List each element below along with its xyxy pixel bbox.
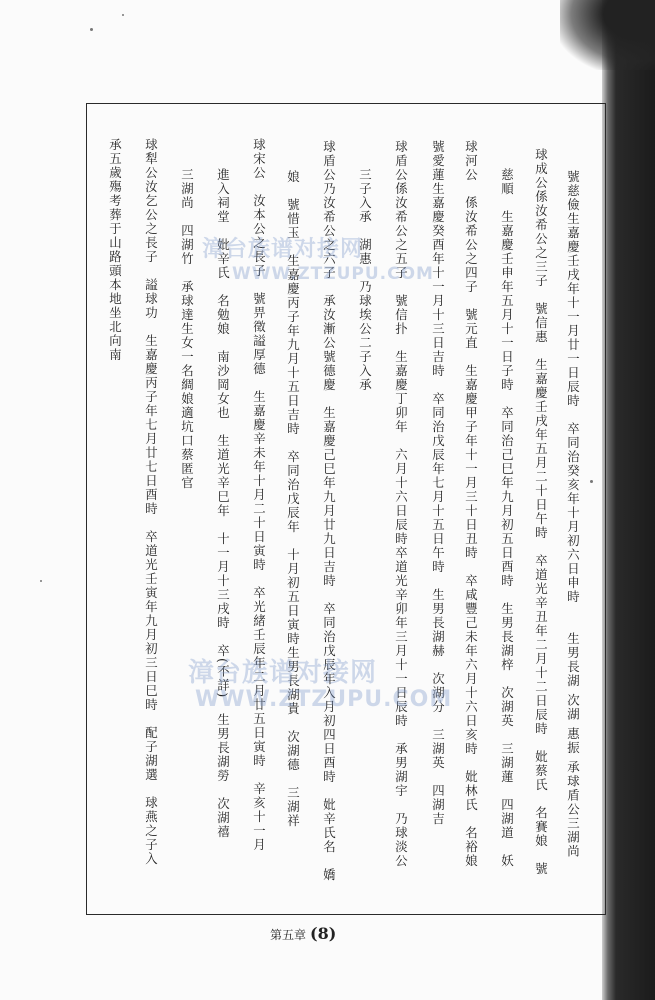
- watermark-url-top: WWW.ZTZUPU.COM: [232, 264, 434, 284]
- watermark-title-top: 漳台族谱对接网: [202, 237, 364, 262]
- chapter-label: 第五章: [270, 928, 307, 942]
- watermark-title-bottom: 漳台族谱对接网: [188, 658, 378, 688]
- text-column-3: 慈順 生嘉慶壬申年五月十一日子時 卒同治己巳年九月初五日酉時 生男長湖梓 次湖英 三湖蓮 四湖道 妖: [499, 168, 515, 868]
- scan-dark-edge: [602, 0, 655, 1000]
- text-column-9: 娘 號惜玉 生嘉慶丙子年九月十五日吉時 卒同治戊辰年 十月初五日寅時生男長湖貴 次湖德 三湖祥: [285, 170, 301, 828]
- text-column-8: 球盾公乃汝希公之六子 承汝漸公號德慶 生嘉慶己巳年九月廿九日吉時 卒同治戊辰年入月初四日酉時 妣辛氏名 嬌: [321, 140, 337, 882]
- text-column-4: 球河公 係汝希公之四子 號元直 生嘉慶甲子年十一月三十日丑時 卒咸豐己未年六月十六日亥時 妣林氏 名裕娘: [463, 140, 479, 868]
- scan-speck: [122, 14, 124, 16]
- text-column-13: 球犁公汝乞公之長子 謚球功 生嘉慶丙子年七月廿七日酉時 卒道光壬寅年九月初三日巳時 配子湖選 球燕之子入: [143, 138, 159, 866]
- text-column-14: 承五歲殤考葬于山路頭本地坐北向南: [107, 138, 123, 362]
- text-column-2: 球成公係汝希公之三子 號信惠 生嘉慶壬戌年五月二十日午時 卒道光辛丑年二月十二日辰時 妣蔡氏 名賽娘 號: [533, 148, 549, 876]
- text-column-6: 球盾公係汝希公之五子 號信扑 生嘉慶丁卯年 六月十六日辰時卒道光辛卯年三月十一日辰時 承男湖宇 乃球淡公: [393, 140, 409, 868]
- scan-speck: [590, 480, 593, 483]
- page-footer: [270, 924, 336, 943]
- page-number: (8): [310, 924, 337, 943]
- text-column-10: 球宋公 汝本公之長子 號畀徵謚厚德 生嘉慶辛未年十月二十日寅時 卒光緒壬辰年二月廿五日寅時 辛亥十一月: [251, 138, 267, 852]
- text-column-11: 進入祠堂 妣辛氏 名勉娘 南沙岡女也 生道光辛巳年 十一月十三戌時 卒(不詳) 生男長湖勞 次湖禧: [215, 168, 231, 839]
- scan-speck: [90, 28, 93, 31]
- text-column-1: 號慈儉生嘉慶壬戌年十一月廿一日辰時 卒同治癸亥年十月初六日申時 生男長湖 次湖 惠振 承球盾公三湖尚: [565, 170, 581, 859]
- text-frame-border: [86, 103, 606, 915]
- text-column-7: 三子入承 湖惠 乃球埃公二子入承: [357, 168, 373, 392]
- scan-speck: [40, 580, 42, 582]
- scan-dark-corner: [560, 0, 655, 70]
- text-column-12: 三湖尚 四湖竹 承球達生女一名綢娘適坑口蔡匿官: [179, 168, 195, 490]
- watermark-url-bottom: WWW.ZTZUPU.COM: [195, 687, 453, 712]
- text-column-5: 號愛蓮生嘉慶癸酉年十一月十三日吉時 卒同治戊辰年七月十五日午時 生男長湖赫 次湖分 三湖英 四湖吉: [430, 140, 446, 826]
